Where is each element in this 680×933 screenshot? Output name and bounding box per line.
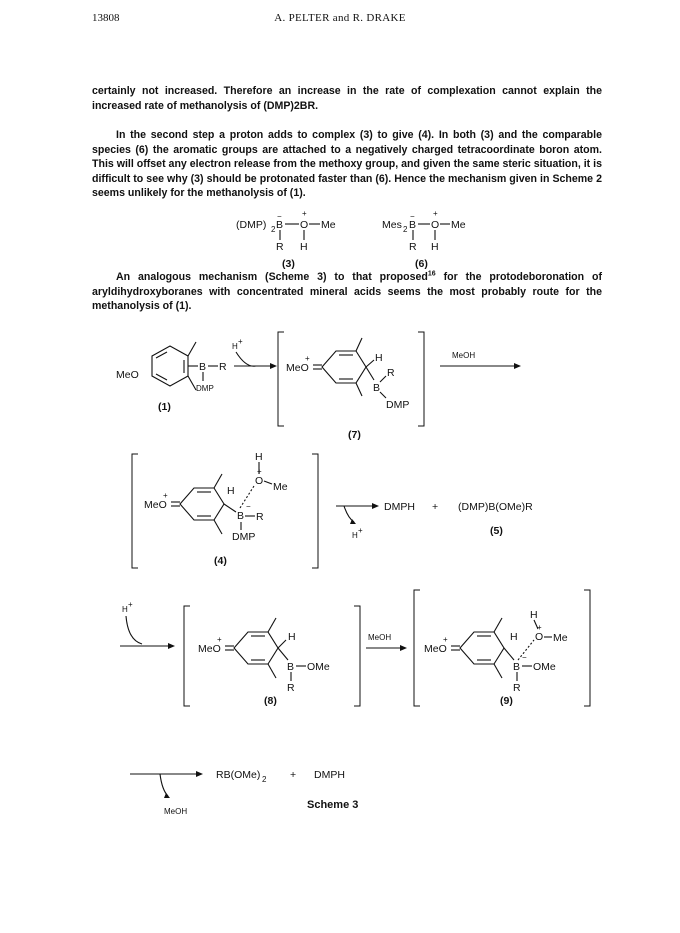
reference-superscript: 16 — [427, 270, 436, 278]
chem-methoxy: MeO — [198, 643, 221, 655]
structure-6 — [382, 209, 466, 270]
chem-methyl: Me — [451, 219, 466, 231]
compound-label-5: (5) — [490, 525, 503, 537]
chem-dmp-group: (DMP) — [236, 219, 267, 231]
paragraph-1-text: certainly not increased. Therefore an increase in the rate of complexation cannot explain the increased rate of methanolysis of (DMP)2BR. — [92, 85, 602, 112]
chem-plus: + — [238, 337, 243, 346]
chem-dmp: DMP — [232, 531, 256, 543]
chem-dmp: DMP — [386, 399, 410, 411]
compound-label-6: (6) — [415, 258, 428, 270]
chem-methoxy: MeO — [144, 499, 167, 511]
chem-methyl: Me — [321, 219, 336, 231]
chem-h: H — [431, 241, 439, 253]
chem-oxygen: O — [255, 475, 264, 487]
arrow-to-8 — [120, 600, 175, 649]
chem-plus: + — [358, 526, 363, 535]
paragraph-2-text: In the second step a proton adds to complex (3) to give (4). In both (3) and the comparable species (6) the aromatic groups are attached to a negatively charged tetracoordinate boron atom. This will offset any electron release from the methoxy group, and given the same steric situation, it is difficult to see why (3) should be protonated faster than (6). Hence the mechanism given in Scheme 2 seems unlikely for the methanolysis of (1). — [92, 129, 602, 200]
chem-plus: + — [257, 467, 262, 476]
chem-methanol: MeOH — [452, 351, 476, 360]
chem-product-final: RB(OMe) — [216, 769, 261, 781]
chem-boron: B — [276, 219, 284, 231]
chem-subscript: 2 — [403, 225, 408, 234]
compound-label-9: (9) — [500, 695, 513, 707]
page-number: 13808 — [92, 12, 120, 24]
compound-label-4: (4) — [214, 555, 227, 567]
chem-plus-sign: + — [290, 769, 297, 781]
chem-methoxy: MeO — [286, 362, 309, 374]
chem-methoxy-group: OMe — [533, 661, 556, 673]
chem-r: R — [256, 511, 264, 523]
scheme-caption: Scheme 3 — [307, 799, 359, 811]
chem-minus: − — [410, 212, 415, 221]
chem-methyl: Me — [273, 481, 288, 493]
chem-methanol: MeOH — [164, 807, 188, 816]
chem-plus: + — [305, 354, 310, 363]
chem-oxygen: O — [300, 219, 309, 231]
chem-plus: + — [433, 209, 438, 218]
compound-label-3: (3) — [282, 258, 295, 270]
intermediate-7 — [278, 332, 424, 441]
chem-h: H — [300, 241, 308, 253]
chem-boron: B — [287, 661, 295, 673]
chem-h: H — [255, 451, 263, 463]
chem-oxygen: O — [431, 219, 440, 231]
chem-r: R — [409, 241, 417, 253]
chem-minus: − — [277, 212, 282, 221]
intermediate-8 — [184, 606, 360, 707]
chem-boron: B — [373, 382, 381, 394]
chem-r: R — [276, 241, 284, 253]
chem-h: H — [375, 352, 383, 364]
chem-methyl: Me — [553, 632, 568, 644]
chem-boron: B — [199, 361, 207, 373]
chem-r: R — [219, 361, 227, 373]
chem-minus: − — [522, 653, 527, 662]
chem-boron: B — [513, 661, 521, 673]
chem-h: H — [227, 485, 235, 497]
compound-label-7: (7) — [348, 429, 361, 441]
chem-subscript: 2 — [262, 775, 267, 784]
chem-methanol: MeOH — [368, 633, 392, 642]
chem-mes-group: Mes — [382, 219, 402, 231]
running-header-authors: A. PELTER and R. DRAKE — [274, 12, 406, 24]
chem-plus: + — [163, 491, 168, 500]
paragraph-3-text-a: An analogous mechanism (Scheme 3) to that proposed — [116, 271, 428, 283]
arrow-methanol-1 — [440, 351, 521, 369]
chem-boron: B — [237, 510, 245, 522]
arrow-1-to-7 — [232, 337, 277, 369]
chem-dmph: DMPH — [314, 769, 345, 781]
chem-plus: + — [537, 623, 542, 632]
chem-plus: + — [128, 600, 133, 609]
chem-methoxy-group: OMe — [307, 661, 330, 673]
structure-1 — [116, 342, 227, 413]
chem-subscript: 2 — [271, 225, 276, 234]
compound-label-1: (1) — [158, 401, 171, 413]
chem-r: R — [287, 682, 295, 694]
chem-methoxy: MeO — [424, 643, 447, 655]
chem-proton: H — [122, 605, 128, 614]
chem-dmp: DMP — [196, 384, 214, 393]
chem-r: R — [387, 367, 395, 379]
arrow-4-to-5 — [336, 501, 533, 540]
chem-minus: − — [246, 502, 251, 511]
chem-boron: B — [409, 219, 417, 231]
chem-r: R — [513, 682, 521, 694]
chem-product-5: (DMP)B(OMe)R — [458, 501, 533, 513]
intermediate-9 — [414, 590, 590, 707]
compound-label-8: (8) — [264, 695, 277, 707]
chem-h: H — [288, 631, 296, 643]
chem-h: H — [510, 631, 518, 643]
chem-plus: + — [217, 635, 222, 644]
paragraph-3-text-b: for the protodeboronation of aryldihydroxyboranes with concentrated mineral acids seems the most probably route for the methanolysis of (1). — [92, 271, 603, 313]
chem-proton: H — [232, 342, 238, 351]
chem-plus: + — [443, 635, 448, 644]
chem-proton: H — [352, 531, 358, 540]
chem-oxygen: O — [535, 631, 544, 643]
chem-plus: + — [302, 209, 307, 218]
arrow-methanol-2 — [366, 633, 407, 651]
chem-dmph: DMPH — [384, 501, 415, 513]
intermediate-4 — [132, 451, 318, 568]
chem-plus-sign: + — [432, 501, 439, 513]
chem-h: H — [530, 609, 538, 621]
structure-3 — [236, 209, 336, 270]
chem-methoxy: MeO — [116, 369, 139, 381]
